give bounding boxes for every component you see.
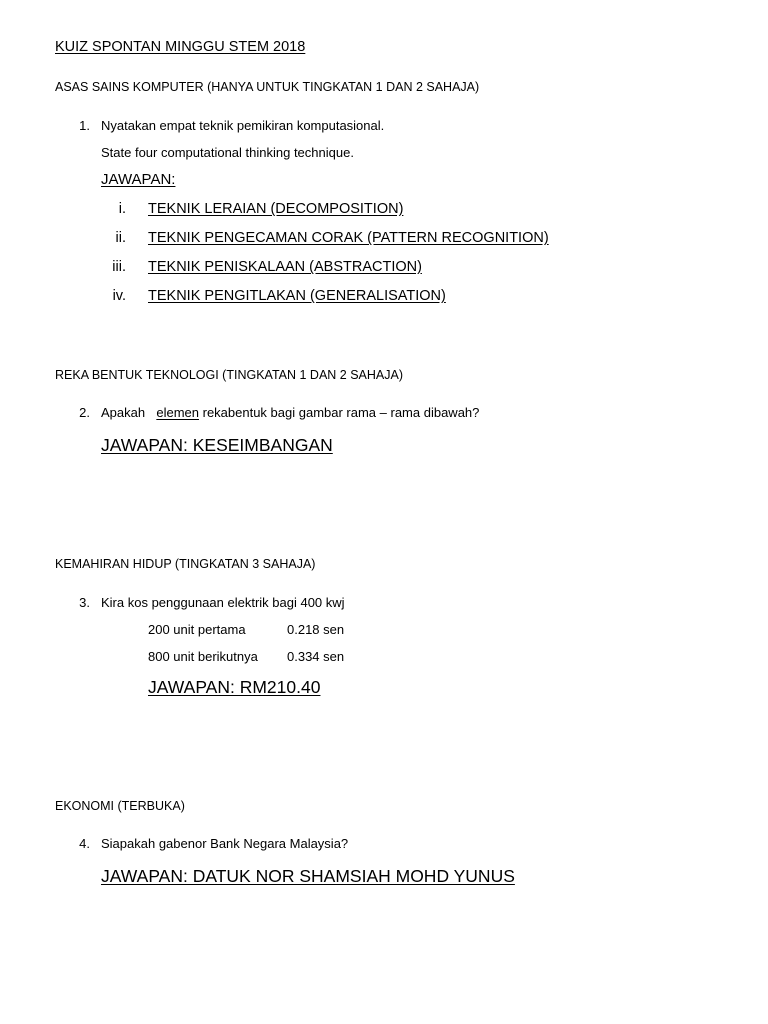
section-heading-computer-science: ASAS SAINS KOMPUTER (HANYA UNTUK TINGKATAN 1 DAN 2 SAHAJA) <box>55 80 480 94</box>
answer-1-item-generalisation: TEKNIK PENGITLAKAN (GENERALISATION) <box>148 288 446 304</box>
answer-1-item-decomposition: TEKNIK LERAIAN (DECOMPOSITION) <box>148 201 404 217</box>
answer-label-1: JAWAPAN: <box>101 171 176 188</box>
rate-value-next: 0.334 sen <box>287 649 345 664</box>
question-3-text: Kira kos penggunaan elektrik bagi 400 kwj <box>101 595 345 610</box>
question-4-text: Siapakah gabenor Bank Negara Malaysia? <box>101 836 349 851</box>
question-number-1: 1. <box>79 118 90 133</box>
answer-2: JAWAPAN: KESEIMBANGAN <box>101 435 333 455</box>
answer-3: JAWAPAN: RM210.40 <box>148 677 321 697</box>
section-heading-design-technology: REKA BENTUK TEKNOLOGI (TINGKATAN 1 DAN 2 SAHAJA) <box>55 368 403 382</box>
question-1-text-en: State four computational thinking technique. <box>101 145 354 160</box>
question-number-3: 3. <box>79 595 90 610</box>
rate-label-first: 200 unit pertama <box>148 622 246 637</box>
answer-4: JAWAPAN: DATUK NOR SHAMSIAH MOHD YUNUS <box>101 866 515 886</box>
question-2-text-pre: Apakah <box>101 405 146 420</box>
answer-1-item-abstraction: TEKNIK PENISKALAAN (ABSTRACTION) <box>148 259 422 275</box>
rate-label-next: 800 unit berikutnya <box>148 649 258 664</box>
answer-1-numeral-i: i. <box>118 201 126 217</box>
question-number-4: 4. <box>79 836 90 851</box>
question-number-2: 2. <box>79 405 90 420</box>
rate-value-first: 0.218 sen <box>287 622 345 637</box>
answer-1-item-pattern-recognition: TEKNIK PENGECAMAN CORAK (PATTERN RECOGNITION) <box>148 230 549 246</box>
section-heading-life-skills: KEMAHIRAN HIDUP (TINGKATAN 3 SAHAJA) <box>55 557 316 571</box>
question-2-text-post: rekabentuk bagi gambar rama – rama dibawah? <box>202 405 480 420</box>
question-2-text <box>101 405 479 420</box>
question-1-text: Nyatakan empat teknik pemikiran komputasional. <box>101 118 385 133</box>
answer-1-numeral-iii: iii. <box>112 259 126 275</box>
answer-1-numeral-ii: ii. <box>115 230 126 246</box>
question-2-text-underlined-word: elemen <box>156 405 199 420</box>
section-heading-economy: EKONOMI (TERBUKA) <box>55 799 185 813</box>
answer-1-numeral-iv: iv. <box>112 288 126 304</box>
page-title: KUIZ SPONTAN MINGGU STEM 2018 <box>55 39 306 55</box>
